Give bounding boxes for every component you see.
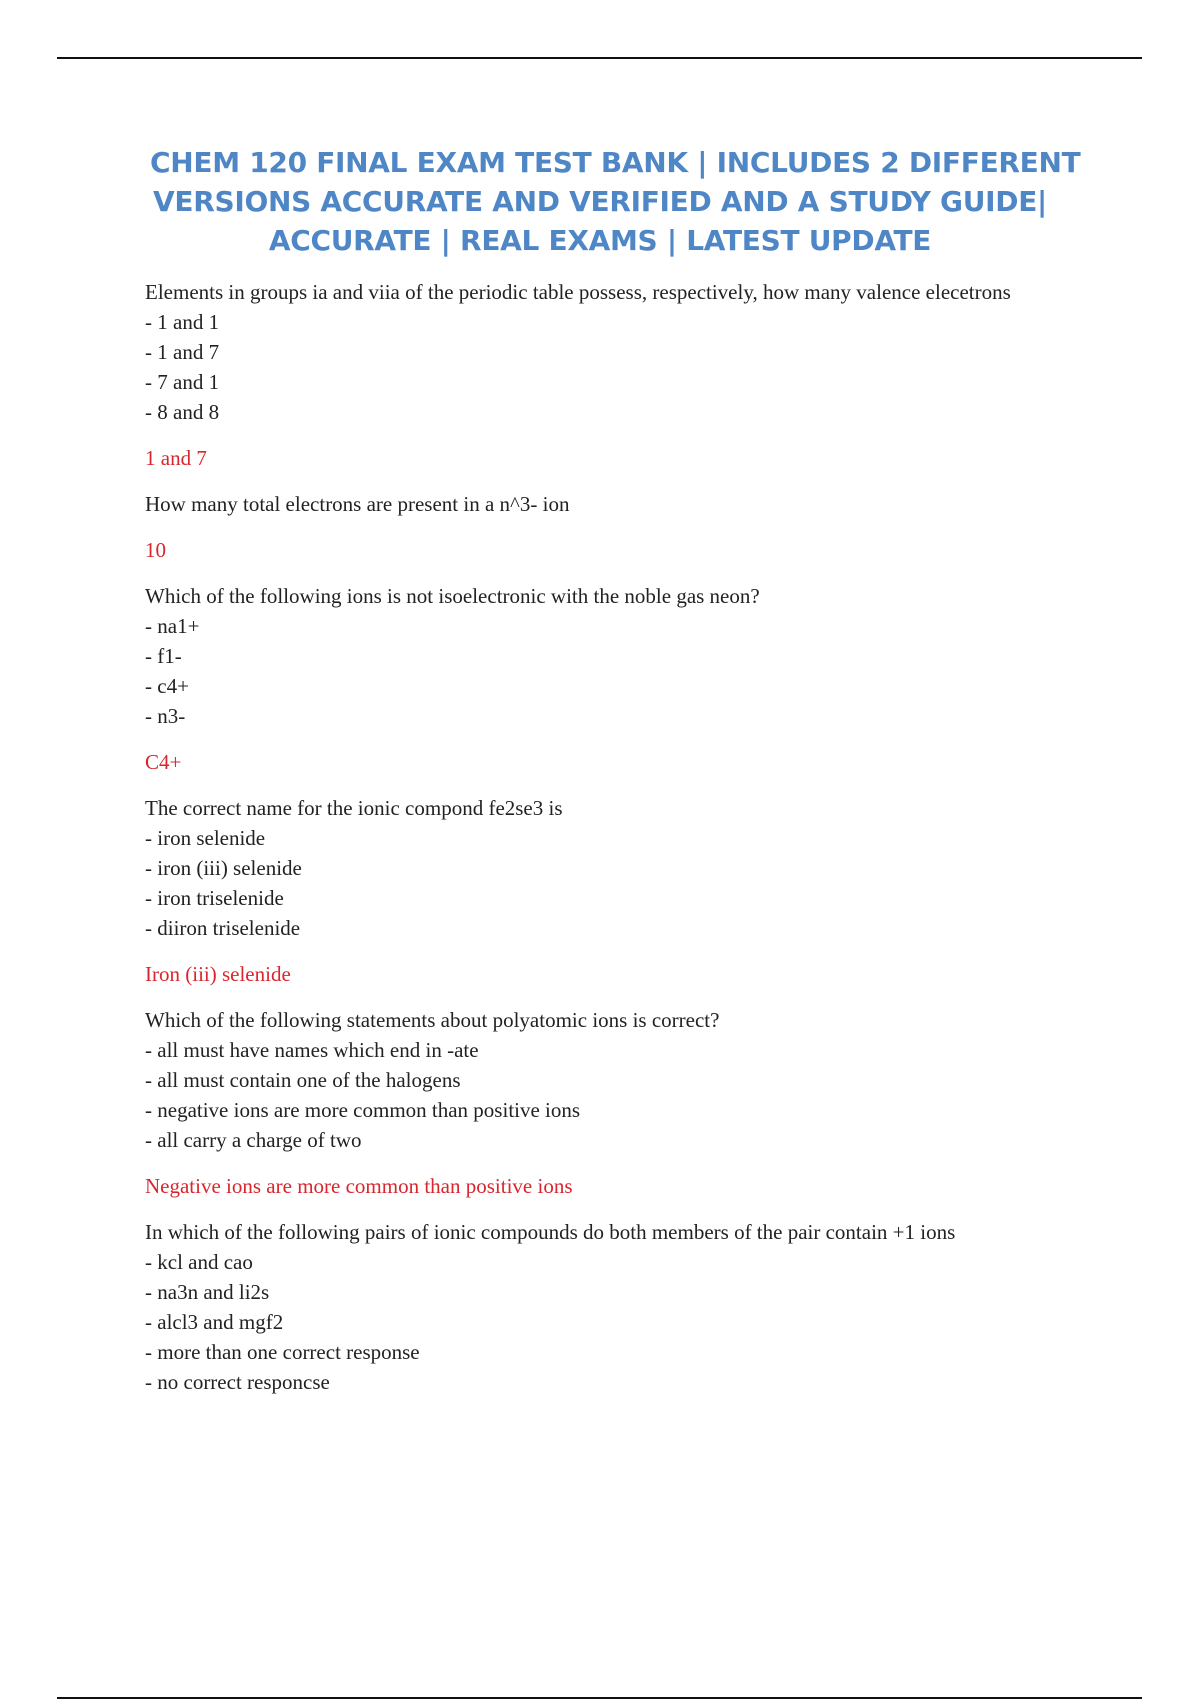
header-rule: [57, 57, 1142, 59]
option-item: - all must have names which end in -ate: [145, 1038, 479, 1062]
footer-rule: [57, 1697, 1142, 1699]
title-line: ACCURATE | REAL EXAMS | LATEST UPDATE: [268, 224, 932, 257]
question-text: Which of the following statements about polyatomic ions is correct?: [145, 1008, 720, 1032]
answer-text: Iron (iii) selenide: [145, 962, 291, 986]
question-text: The correct name for the ionic compond fe2se3 is: [145, 796, 563, 820]
question-block: [145, 1217, 1105, 1397]
option-list: [145, 1247, 1105, 1397]
option-item: - all must contain one of the halogens: [145, 1068, 461, 1092]
question-block: [145, 793, 1105, 989]
title-line: CHEM 120 FINAL EXAM TEST BANK | INCLUDES 2 DIFFERENT: [150, 146, 1081, 179]
answer-text: Negative ions are more common than positive ions: [145, 1174, 573, 1198]
option-item: - n3-: [145, 704, 186, 728]
question-text: In which of the following pairs of ionic compounds do both members of the pair contain +1 ions: [145, 1220, 956, 1244]
option-item: - na3n and li2s: [145, 1280, 270, 1304]
option-item: - 1 and 7: [145, 340, 220, 364]
option-item: - c4+: [145, 674, 189, 698]
question-list: [145, 277, 1105, 1397]
option-item: - diiron triselenide: [145, 916, 301, 940]
question-block: [145, 1005, 1105, 1201]
option-item: - f1-: [145, 644, 182, 668]
question-text: Which of the following ions is not isoelectronic with the noble gas neon?: [145, 584, 760, 608]
option-item: - 8 and 8: [145, 400, 220, 424]
answer-text: 1 and 7: [145, 446, 207, 470]
question-block: [145, 581, 1105, 777]
option-item: - all carry a charge of two: [145, 1128, 362, 1152]
option-item: - kcl and cao: [145, 1250, 253, 1274]
option-item: - no correct responcse: [145, 1370, 330, 1394]
option-item: - na1+: [145, 614, 200, 638]
option-item: - negative ions are more common than positive ions: [145, 1098, 581, 1122]
option-list: [145, 1035, 1105, 1155]
question-text: Elements in groups ia and viia of the periodic table possess, respectively, how many valence elecetrons: [145, 280, 1011, 304]
question-block: [145, 277, 1105, 473]
option-item: - alcl3 and mgf2: [145, 1310, 284, 1334]
option-item: - iron triselenide: [145, 886, 284, 910]
question-text: How many total electrons are present in a n^3- ion: [145, 492, 570, 516]
option-item: - 7 and 1: [145, 370, 220, 394]
option-item: - 1 and 1: [145, 310, 220, 334]
title-line: VERSIONS ACCURATE AND VERIFIED AND A STUDY GUIDE|: [153, 185, 1047, 218]
option-item: - more than one correct response: [145, 1340, 420, 1364]
option-list: [145, 307, 1105, 427]
answer-text: C4+: [145, 750, 182, 774]
question-block: [145, 489, 1105, 565]
option-item: - iron (iii) selenide: [145, 856, 302, 880]
option-list: [145, 823, 1105, 943]
document-title: [150, 143, 1081, 260]
option-list: [145, 611, 1105, 731]
answer-text: 10: [145, 538, 166, 562]
option-item: - iron selenide: [145, 826, 266, 850]
